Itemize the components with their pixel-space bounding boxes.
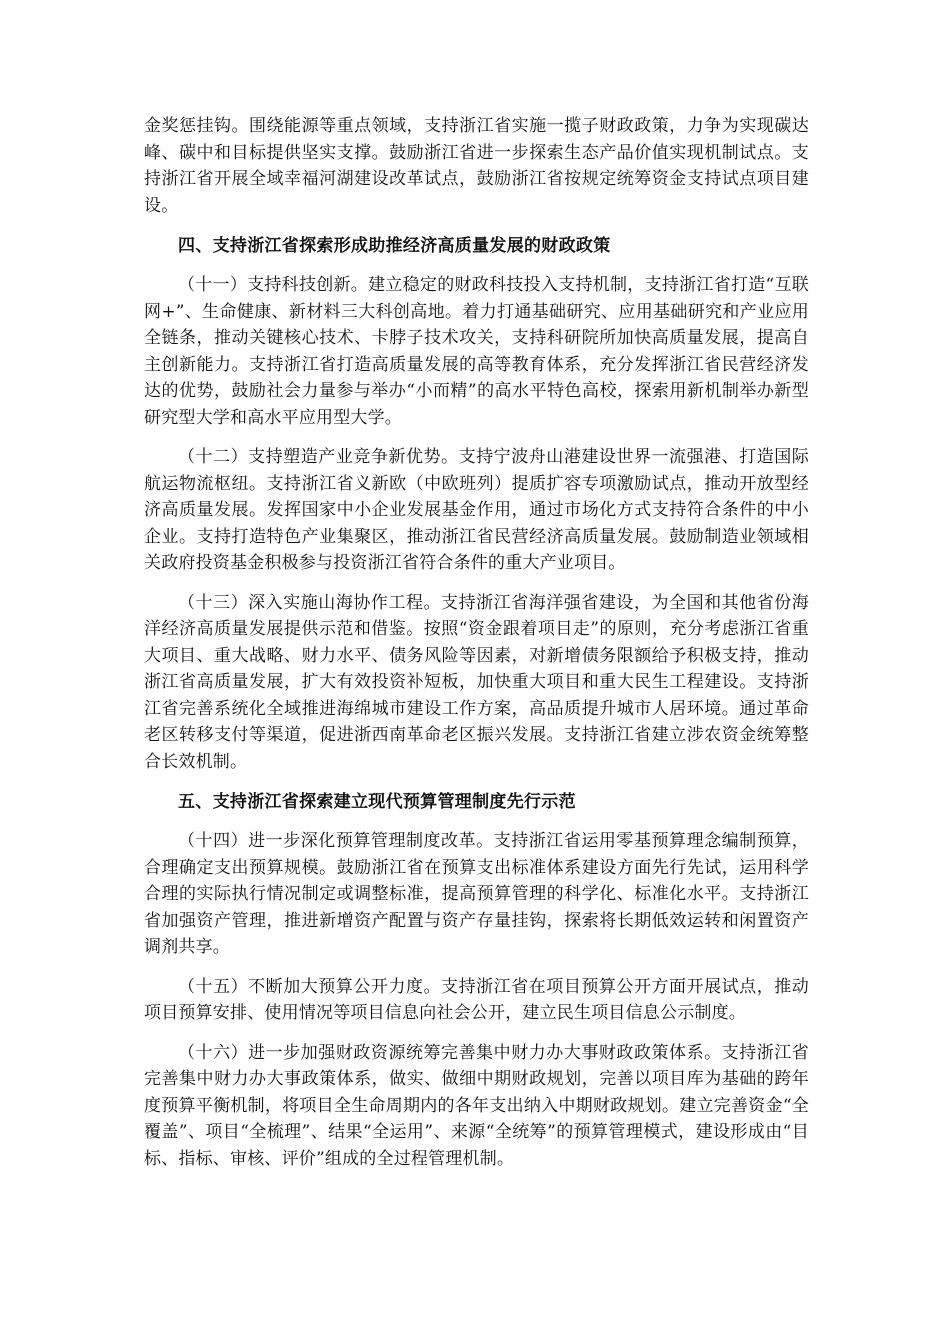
- paragraph-15: （十五）不断加大预算公开力度。支持浙江省在项目预算公开方面开展试点，推动项目预算安排、使用情况等项目信息向社会公开，建立民生项目信息公示制度。: [144, 976, 809, 1023]
- paragraph-14: （十四）进一步深化预算管理制度改革。支持浙江省运用零基预算理念编制预算，合理确定支出预算规模。鼓励浙江省在预算支出标准体系建设方面先行先试，运用科学合理的实际执行情况制定或调整标准，提高预算管理的科学化、标准化水平。支持浙江省加强资产管理，推进新增资产配置与资产存量挂钩，探索将长期低效运转和闲置资产调剂共享。: [144, 831, 809, 957]
- document-page: [144, 113, 809, 1185]
- section-heading-5: 五、支持浙江省探索建立现代预算管理制度先行示范: [178, 792, 576, 812]
- paragraph-continuation: 金奖惩挂钩。围绕能源等重点领域，支持浙江省实施一揽子财政政策，力争为实现碳达峰、碳中和目标提供坚实支撑。鼓励浙江省进一步探索生态产品价值实现机制试点。支持浙江省开展全域幸福河湖建设改革试点，鼓励浙江省按规定统筹资金支持试点项目建设。: [144, 116, 809, 216]
- paragraph-11: （十一）支持科技创新。建立稳定的财政科技投入支持机制，支持浙江省打造“互联网+”、生命健康、新材料三大科创高地。着力打通基础研究、应用基础研究和产业应用全链条，推动关键核心技术、卡脖子技术攻关，支持科研院所加快高质量发展，提高自主创新能力。支持浙江省打造高质量发展的高等教育体系，充分发挥浙江省民营经济发达的优势，鼓励社会力量参与举办“小而精”的高水平特色高校，探索用新机制举办新型研究型大学和高水平应用型大学。: [144, 275, 809, 428]
- paragraph-12: （十二）支持塑造产业竞争新优势。支持宁波舟山港建设世界一流强港、打造国际航运物流枢纽。支持浙江省义新欧（中欧班列）提质扩容专项激励试点，推动开放型经济高质量发展。发挥国家中小企业发展基金作用，通过市场化方式支持符合条件的中小企业。支持打造特色产业集聚区，推动浙江省民营经济高质量发展。鼓励制造业领域相关政府投资基金积极参与投资浙江省符合条件的重大产业项目。: [144, 447, 809, 573]
- section-heading-4: 四、支持浙江省探索形成助推经济高质量发展的财政政策: [178, 236, 611, 256]
- paragraph-13: （十三）深入实施山海协作工程。支持浙江省海洋强省建设，为全国和其他省份海洋经济高质量发展提供示范和借鉴。按照“资金跟着项目走”的原则，充分考虑浙江省重大项目、重大战略、财力水平、债务风险等因素，对新增债务限额给予积极支持，推动浙江省高质量发展，扩大有效投资补短板，加快重大项目和重大民生工程建设。支持浙江省完善系统化全域推进海绵城市建设工作方案，高品质提升城市人居环境。通过革命老区转移支付等渠道，促进浙西南革命老区振兴发展。支持浙江省建立涉农资金统筹整合长效机制。: [144, 592, 809, 772]
- paragraph-16: （十六）进一步加强财政资源统筹完善集中财力办大事财政政策体系。支持浙江省完善集中财力办大事政策体系，做实、做细中期财政规划，完善以项目库为基础的跨年度预算平衡机制，将项目全生命周期内的各年支出纳入中期财政规划。建立完善资金“全覆盖”、项目“全梳理”、结果“全运用”、来源“全统筹”的预算管理模式，建设形成由“目标、指标、审核、评价”组成的全过程管理机制。: [144, 1042, 809, 1169]
